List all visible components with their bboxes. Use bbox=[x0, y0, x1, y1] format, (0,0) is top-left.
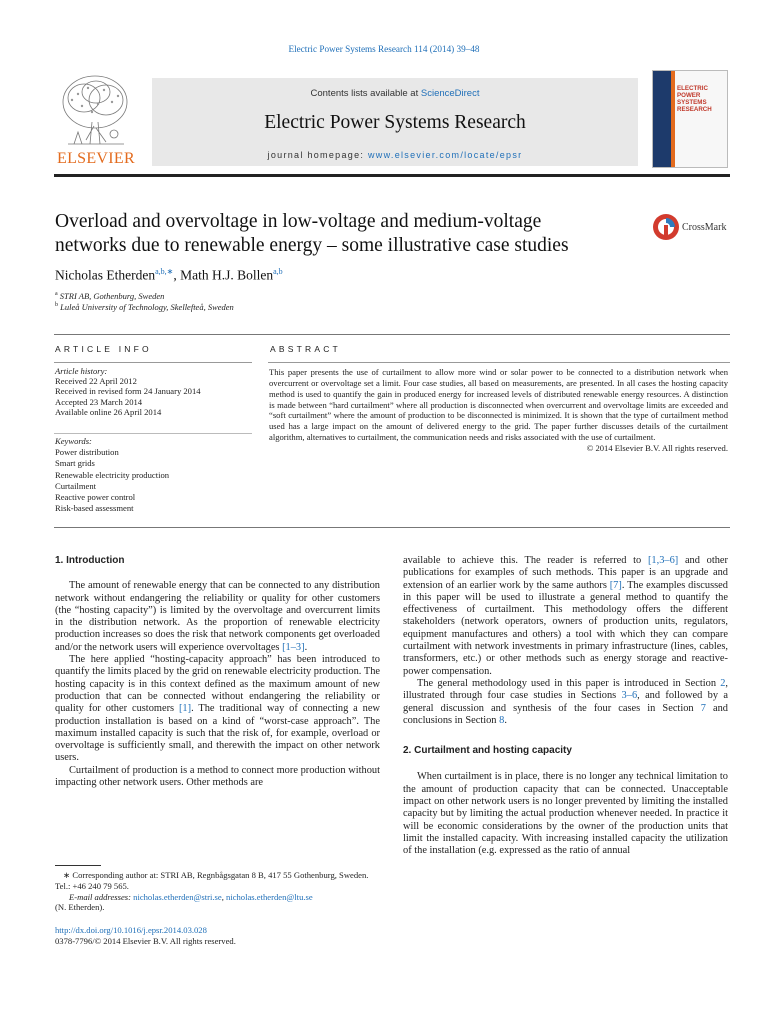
article-history bbox=[55, 366, 255, 417]
contents-prefix: Contents lists available at bbox=[310, 88, 421, 99]
keywords-rule bbox=[54, 433, 252, 434]
paragraph: When curtailment is in place, there is no longer any technical limitation to the amount of production capacity that can be connected. Unacceptable impact on other network users is no longer prevented by limiting the installed capacity but by limiting the actual production whenever needed. In practice it will be economic considerations by the owner of the production units that limit the installed capacity. With increasing installed capacity the utilization of the installation (e.g. expressed as the ratio of annual bbox=[403, 771, 728, 857]
paragraph bbox=[403, 555, 728, 678]
title-line-1: Overload and overvoltage in low-voltage and medium-voltage bbox=[55, 211, 542, 232]
affiliation-marker: a bbox=[55, 291, 58, 298]
cover-strip bbox=[653, 71, 671, 167]
journal-header bbox=[54, 70, 730, 176]
section-rule bbox=[54, 334, 730, 335]
paragraph-text: and conclusions in Section bbox=[403, 702, 728, 726]
affiliation-a bbox=[55, 291, 164, 301]
article-info-heading: ARTICLE INFO bbox=[55, 344, 152, 354]
author-affiliation-marker[interactable]: a,b bbox=[273, 267, 283, 276]
paragraph-text: . The examples discussed in this paper will be used to illustrate a general method to quantify the effectiveness of curtailment. This methodology offers the different stakeholders (network operators, owners of production units, regulators, equipment manufactures and others) a tool with which they can compare curtailment with network investments in primary infrastructure (lines, cables, transformers, etc.) or other methods such as energy storage and reactive-power compensation. bbox=[403, 579, 728, 677]
paragraph bbox=[55, 580, 380, 654]
section-rule-bottom bbox=[54, 527, 730, 528]
footnote-name-note: (N. Etherden). bbox=[55, 902, 105, 913]
section-heading-curtailment: 2. Curtailment and hosting capacity bbox=[403, 745, 572, 757]
abstract-copyright: © 2014 Elsevier B.V. All rights reserved. bbox=[586, 442, 728, 453]
paragraph-text: The here applied “hosting-capacity approach” has been introduced to quantify the limits placed by the grid on renewable electricity production. The hosting capacity is in this context defined as the maximum amount of new production that can be connected without endangering the reliability or quality for other customers bbox=[55, 654, 380, 715]
paragraph-text: . The traditional way of connecting a new production installation is based on a kind of “worst-case approach”. The maximum installed capacity is such that the risk of, for example, overload or overvoltage is sufficiently small, and therewith the impact on other network users. bbox=[55, 703, 380, 764]
section-link[interactable]: 8 bbox=[499, 714, 505, 726]
history-item: Received 22 April 2012 bbox=[55, 376, 137, 387]
paragraph-text: The general methodology used in this paper is introduced in Section bbox=[417, 677, 721, 689]
citation-link[interactable]: [1–3] bbox=[282, 641, 305, 653]
body-column-right bbox=[403, 555, 728, 858]
title-line-2: networks due to renewable energy – some illustrative case studies bbox=[55, 235, 569, 256]
doi-link[interactable]: http://dx.doi.org/10.1016/j.epsr.2014.03.028 bbox=[55, 925, 207, 935]
affiliation-text: Luleå University of Technology, Skellefteå, Sweden bbox=[60, 302, 234, 312]
citation-link[interactable]: [7] bbox=[609, 579, 622, 591]
elsevier-wordmark: ELSEVIER bbox=[57, 150, 135, 167]
crossmark-icon bbox=[652, 213, 680, 241]
contents-line bbox=[152, 88, 638, 99]
history-item: Accepted 23 March 2014 bbox=[55, 396, 143, 407]
footnote-emails bbox=[55, 892, 380, 903]
footnote-marker: ∗ bbox=[63, 870, 71, 880]
affiliation-text: STRI AB, Gothenburg, Sweden bbox=[59, 291, 165, 301]
author-name: Nicholas Etherden bbox=[55, 267, 156, 283]
section-link[interactable]: 2 bbox=[720, 677, 726, 689]
sciencedirect-link[interactable]: ScienceDirect bbox=[420, 88, 480, 99]
author-name: Math H.J. Bollen bbox=[180, 267, 274, 283]
journal-citation-line[interactable]: Electric Power Systems Research 114 (2014) 39–48 bbox=[288, 44, 480, 54]
keyword-item: Reactive power control bbox=[55, 492, 136, 503]
keyword-item: Risk-based assessment bbox=[55, 503, 134, 514]
section-link[interactable]: 7 bbox=[700, 702, 706, 714]
citation-link[interactable]: [1] bbox=[178, 703, 192, 715]
paragraph bbox=[403, 678, 728, 727]
history-label: Article history: bbox=[55, 366, 108, 376]
history-item: Received in revised form 24 January 2014 bbox=[55, 386, 201, 397]
body-column-left bbox=[55, 555, 380, 789]
keyword-item: Renewable electricity production bbox=[55, 469, 170, 480]
affiliation-marker: b bbox=[55, 302, 58, 309]
homepage-link[interactable]: www.elsevier.com/locate/epsr bbox=[368, 150, 523, 160]
author-affiliation-marker[interactable]: a,b,∗ bbox=[155, 267, 174, 276]
journal-cover-thumbnail bbox=[652, 70, 728, 168]
paragraph-text: . bbox=[504, 714, 507, 726]
issn-copyright: 0378-7796/© 2014 Elsevier B.V. All rights reserved. bbox=[55, 936, 236, 946]
article-title bbox=[55, 210, 635, 258]
keyword-item: Power distribution bbox=[55, 447, 119, 458]
keywords-label: Keywords: bbox=[55, 436, 92, 446]
abstract-rule bbox=[268, 362, 730, 363]
section-link[interactable]: 3–6 bbox=[621, 690, 638, 702]
section-heading-introduction: 1. Introduction bbox=[55, 555, 125, 566]
footnote-corresponding bbox=[55, 870, 380, 892]
email-label: E-mail addresses: bbox=[69, 891, 134, 902]
affiliation-b bbox=[55, 302, 234, 312]
citation-link[interactable]: [1,3–6] bbox=[647, 555, 679, 566]
journal-header-box bbox=[152, 78, 638, 166]
doi-block bbox=[55, 925, 380, 947]
paragraph-text: The amount of renewable energy that can be connected to any distribution network without endangering the reliability or quality for other customers (the “hosting capacity”) is limited by the overvoltage and overcurrent limits in the distribution network. As the proportion of renewable electricity production increases so does the risk that network components get overloaded and/or the network users will experience overvoltages bbox=[55, 580, 380, 653]
footnote-text: Corresponding author at: STRI AB, Regnbågsgatan 8 B, 417 55 Gothenburg, Sweden. Tel.: +46 240 79 565. bbox=[55, 870, 369, 891]
footnote-rule bbox=[55, 865, 101, 866]
history-item: Available online 26 April 2014 bbox=[55, 406, 162, 417]
abstract-body bbox=[269, 367, 728, 454]
journal-title: Electric Power Systems Research bbox=[264, 112, 526, 133]
email-link[interactable]: nicholas.etherden@ltu.se bbox=[226, 891, 313, 902]
paragraph-text: and other publications for examples of such methods. This paper is an upgrade and extension of an earlier work by the same authors bbox=[403, 555, 728, 591]
author-line: Nicholas Etherden$^{a,b,∗}$, Math H.J. Bollen$^{a,b}$ bbox=[55, 267, 283, 283]
email-separator: , bbox=[221, 891, 227, 902]
abstract-heading: ABSTRACT bbox=[270, 344, 341, 354]
email-link[interactable]: nicholas.etherden@stri.se bbox=[133, 891, 222, 902]
cover-strip-accent bbox=[671, 71, 675, 167]
paragraph-text: . bbox=[304, 641, 308, 653]
article-info-rule bbox=[54, 362, 252, 363]
abstract-text: This paper presents the use of curtailment to allow more wind or solar power to be connected to a distribution network when overcurrent or overvoltage set a limit. Four case studies, all based on measurements, are presented. In all cases the hosting capacity method is used to quantify the gain in produced energy for increased levels of distributed renewable energy resources. A distinction is made between “hard curtailment” where all production is disconnected when overcurrent and overvoltage limits are exceeded and “soft curtailment” where the amount of production to be disconnected is minimized. It is shown that the type of curtailment method used has a large impact on the amount of delivered energy to the grid. The paper further discusses details of the curtailment algorithm, alternatives to curtailment, the communication needs and risks associated with the use of curtailment. bbox=[269, 367, 728, 443]
paragraph-text: available to achieve this. The reader is referred to bbox=[403, 555, 648, 566]
corresponding-author-footnote bbox=[55, 870, 380, 913]
keyword-item: Curtailment bbox=[55, 480, 97, 491]
homepage-prefix: journal homepage: bbox=[267, 150, 368, 160]
keywords-list bbox=[55, 436, 255, 514]
paragraph bbox=[55, 654, 380, 765]
cover-title: ELECTRIC POWER SYSTEMS RESEARCH bbox=[677, 85, 712, 113]
crossmark-label: CrossMark bbox=[682, 222, 727, 233]
paragraph-text: , illustrated through four case studies in Sections bbox=[403, 677, 728, 702]
crossmark-badge[interactable] bbox=[652, 213, 732, 243]
keyword-item: Smart grids bbox=[55, 458, 95, 469]
paragraph: Curtailment of production is a method to connect more production without impacting other network users. Other methods are bbox=[55, 764, 380, 789]
header-rule bbox=[54, 174, 730, 177]
homepage-line bbox=[152, 150, 638, 160]
paragraph-text: , and followed by a general discussion and synthesis of the four cases in Section bbox=[403, 690, 729, 714]
